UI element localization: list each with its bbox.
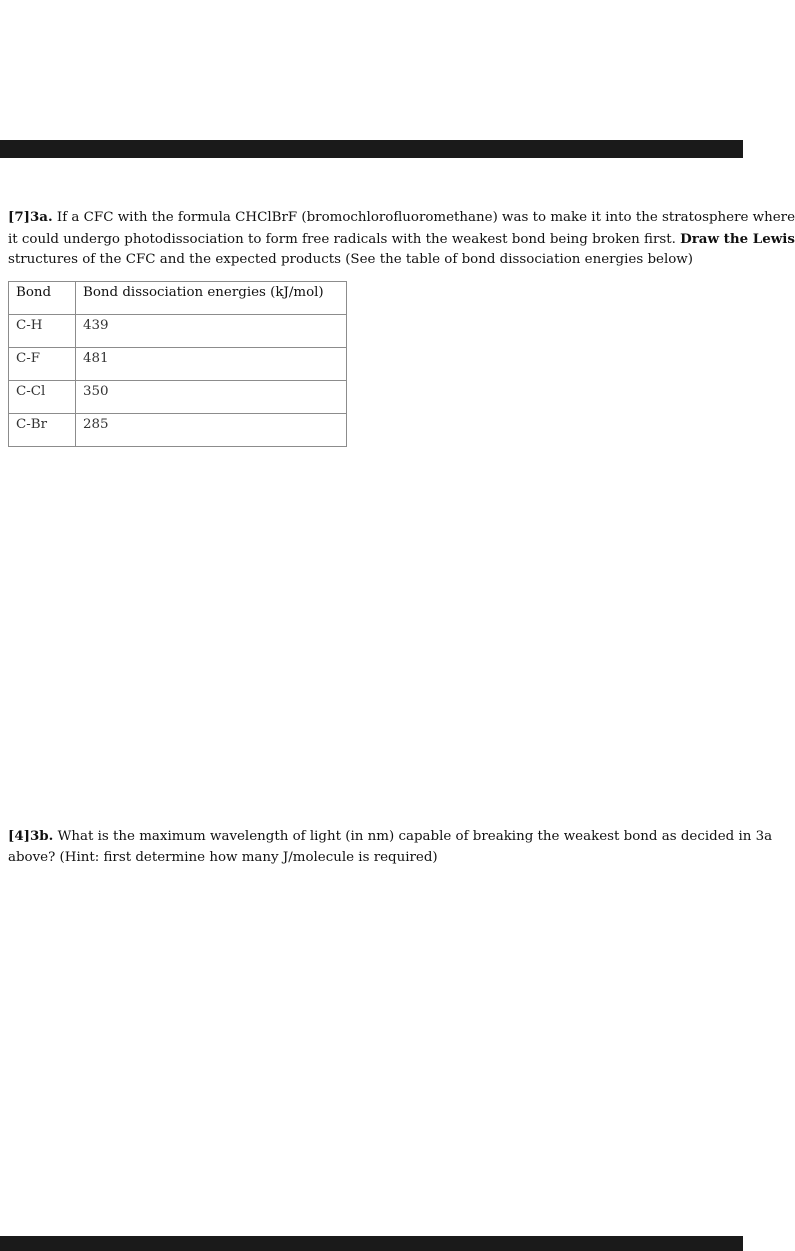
question-3b-line-1-text: What is the maximum wavelength of light (in nm) capable of breaking the weakest bond as decided in 3a <box>53 829 773 844</box>
bond-cell: C-H <box>9 315 76 348</box>
table-row <box>9 414 347 447</box>
energy-cell: 285 <box>76 414 347 447</box>
bond-cell: C-F <box>9 348 76 381</box>
bond-cell: C-Br <box>9 414 76 447</box>
question-3a-line-1-text: If a CFC with the formula CHClBrF (bromochlorofluoromethane) was to make it into the stratosphere where <box>52 210 795 225</box>
question-3b-line-2-text: above? (Hint: first determine how many J/molecule is required) <box>8 849 438 865</box>
question-3a <box>8 207 795 271</box>
table-row <box>9 348 347 381</box>
table-row <box>9 315 347 348</box>
question-3a-marks: [7]3a. <box>8 209 53 225</box>
question-3b-marks: [4]3b. <box>8 828 54 844</box>
header-energy: Bond dissociation energies (kJ/mol) <box>76 282 347 315</box>
energy-cell: 350 <box>76 381 347 414</box>
question-3a-bold-instruction: Draw the Lewis <box>680 230 795 247</box>
energy-cell: 481 <box>76 348 347 381</box>
bottom-dark-bar <box>0 1236 743 1251</box>
bond-cell: C-Cl <box>9 381 76 414</box>
question-3b <box>8 826 773 868</box>
question-3a-line-2-text: it could undergo photodissociation to form free radicals with the weakest bond being broken first. <box>8 231 681 247</box>
table-header-row <box>9 282 347 315</box>
header-bond: Bond <box>9 282 76 315</box>
energy-cell: 439 <box>76 315 347 348</box>
question-3a-line-3 <box>8 250 743 271</box>
question-3b-line-2 <box>8 848 743 869</box>
question-3a-line-3-text: structures of the CFC and the expected products (See the table of bond dissociation energies below) <box>8 252 693 267</box>
question-3b-line-1 <box>8 826 773 848</box>
table-row <box>9 381 347 414</box>
question-3a-line-2 <box>8 229 795 251</box>
bond-energy-table <box>8 281 347 447</box>
top-dark-bar <box>0 140 743 158</box>
question-3a-line-1 <box>8 207 795 229</box>
